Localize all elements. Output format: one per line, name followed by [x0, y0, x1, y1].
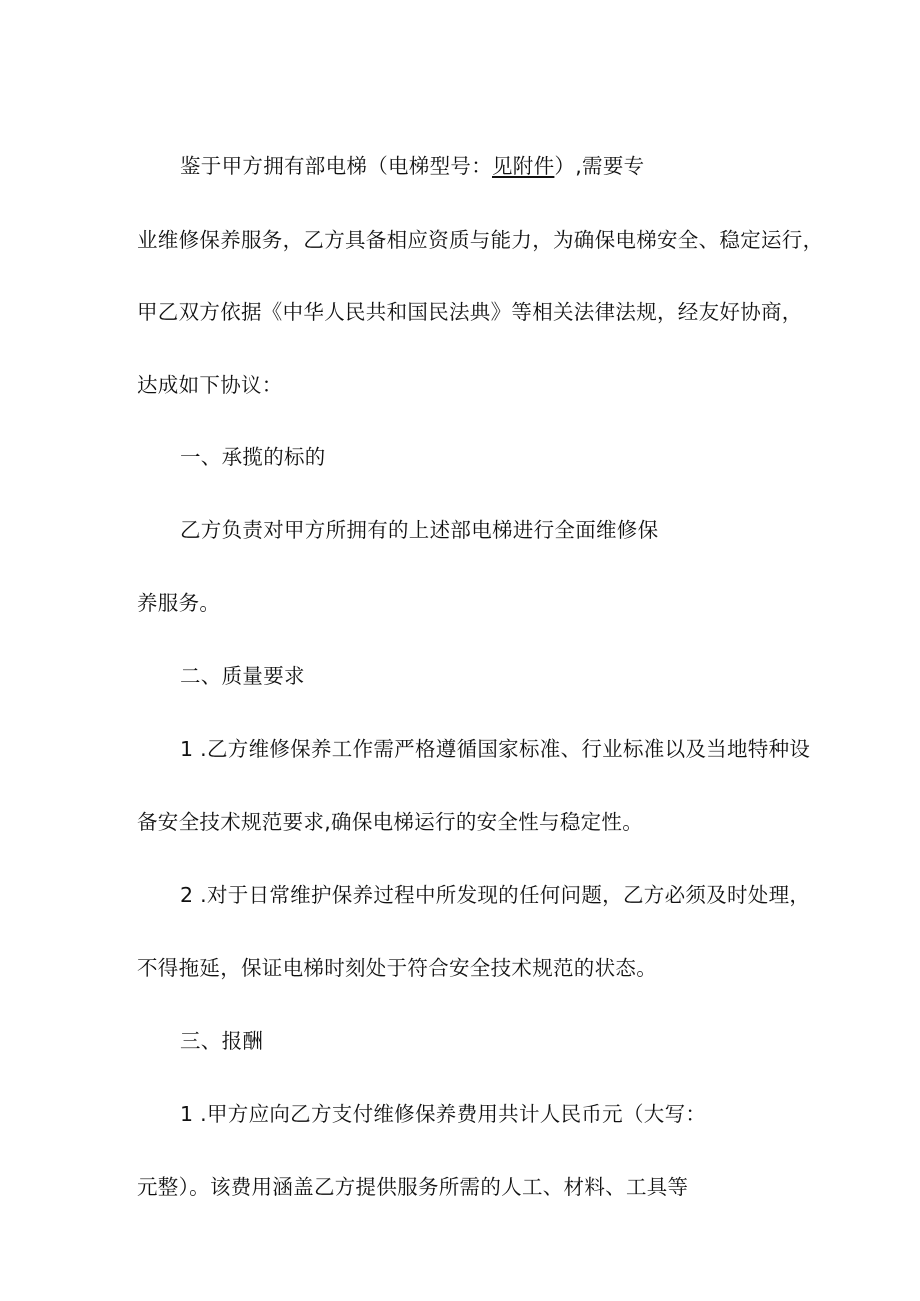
section-1-paragraph-line-2: 养服务。 — [137, 591, 221, 615]
section-1-paragraph-line-1: 乙方负责对甲方所拥有的上述部电梯进行全面维修保 — [180, 518, 659, 542]
section-3-item-1-line-2: 元整）。该费用涵盖乙方提供服务所需的人工、材料、工具等 — [137, 1175, 689, 1199]
section-2-item-1-line-1: 1 .乙方维修保养工作需严格遵循国家标准、行业标准以及当地特种设 — [180, 737, 811, 761]
preamble-line-4: 达成如下协议： — [137, 373, 283, 397]
preamble-line-2: 业维修保养服务，乙方具备相应资质与能力，为确保电梯安全、稳定运行， — [137, 228, 824, 252]
section-2-item-1-line-2: 备安全技术规范要求,确保电梯运行的安全性与稳定性。 — [137, 810, 644, 834]
preamble-line-3: 甲乙双方依据《中华人民共和国民法典》等相关法律法规，经友好协商， — [137, 300, 803, 324]
section-2-item-2-line-2: 不得拖延，保证电梯时刻处于符合安全技术规范的状态。 — [137, 956, 657, 980]
section-3-item-1-line-1: 1 .甲方应向乙方支付维修保养费用共计人民币元（大写： — [180, 1102, 707, 1126]
preamble-text-before: 鉴于甲方拥有部电梯（电梯型号： — [180, 154, 492, 178]
section-3-heading: 三、报酬 — [180, 1029, 264, 1053]
section-2-heading: 二、质量要求 — [180, 664, 305, 688]
section-2-item-2-line-1: 2 .对于日常维护保养过程中所发现的任何问题，乙方必须及时处理， — [180, 883, 811, 907]
preamble-text-after: ）,需要专 — [554, 154, 645, 178]
preamble-line-1 — [180, 152, 644, 180]
section-1-heading: 一、承揽的标的 — [180, 445, 326, 469]
attachment-reference: 见附件 — [492, 154, 555, 178]
